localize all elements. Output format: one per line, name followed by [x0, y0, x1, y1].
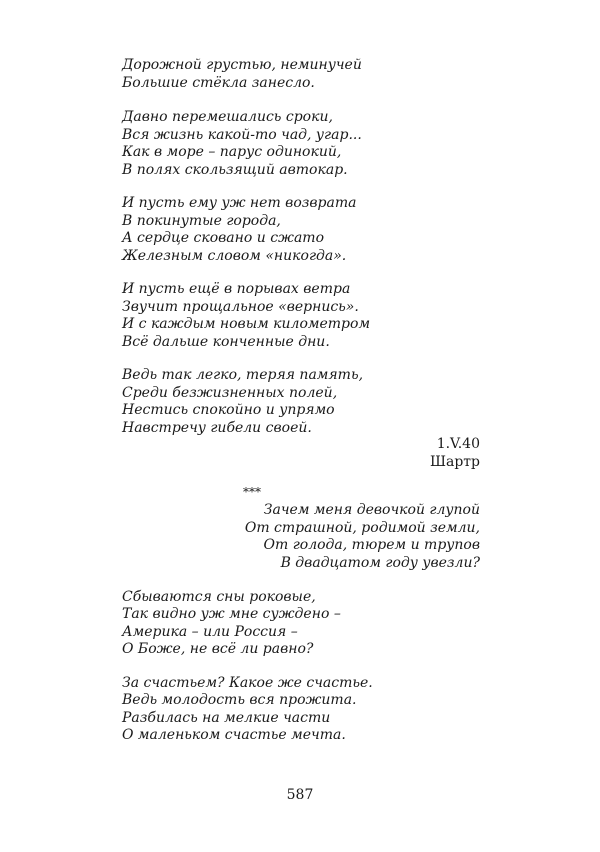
poem1-line: И с каждым новым километром	[122, 316, 371, 332]
poem1-line: Ведь так легко, теряя память,	[122, 367, 364, 383]
poem1-line: И пусть ещё в порывах ветра	[122, 281, 351, 297]
poem1-line: Всё дальше конченные дни.	[122, 334, 330, 350]
poem2-line: В двадцатом году увезли?	[280, 555, 480, 571]
poem1-line: Вся жизнь какой-то чад, угар...	[122, 127, 362, 143]
poem1-line: Навстречу гибели своей.	[122, 420, 312, 436]
poem1-line: Звучит прощальное «вернись».	[122, 299, 359, 315]
poem2-line: Ведь молодость вся прожита.	[122, 692, 357, 708]
poem1-line: Большие стёкла занесло.	[122, 75, 315, 91]
poem2-line: От страшной, родимой земли,	[244, 520, 480, 536]
poem1-line: В покинутые города,	[122, 213, 281, 229]
poem-separator: ***	[243, 485, 261, 499]
poem2-line: О маленьком счастье мечта.	[122, 727, 346, 743]
poem1-line: Как в море – парус одинокий,	[122, 144, 342, 160]
poem1-line: Среди безжизненных полей,	[122, 385, 338, 401]
poem1-line: Железным словом «никогда».	[122, 248, 347, 264]
poem1-date: 1.V.40	[436, 436, 480, 452]
poem1-line: Дорожной грустью, неминучей	[122, 57, 362, 73]
poem2-line: Зачем меня девочкой глупой	[263, 502, 480, 518]
poem2-line: За счастьем? Какое же счастье.	[122, 675, 373, 691]
poem1-place: Шартр	[430, 454, 480, 470]
poem1-line: В полях скользящий автокар.	[122, 162, 348, 178]
poem1-line: И пусть ему уж нет возврата	[122, 195, 357, 211]
poem2-line: Сбываются сны роковые,	[122, 589, 316, 605]
poem2-line: Так видно уж мне суждено –	[122, 606, 341, 622]
poem1-line: А сердце сковано и сжато	[122, 230, 325, 246]
poem2-line: О Боже, не всё ли равно?	[122, 641, 314, 657]
page-number: 587	[286, 787, 314, 803]
poem2-line: От голода, тюрем и трупов	[263, 537, 480, 553]
poem1-line: Нестись спокойно и упрямо	[122, 402, 335, 418]
poem2-line: Разбилась на мелкие части	[122, 710, 331, 726]
poem2-line: Америка – или Россия –	[122, 624, 298, 640]
poem1-line: Давно перемешались сроки,	[122, 109, 333, 125]
